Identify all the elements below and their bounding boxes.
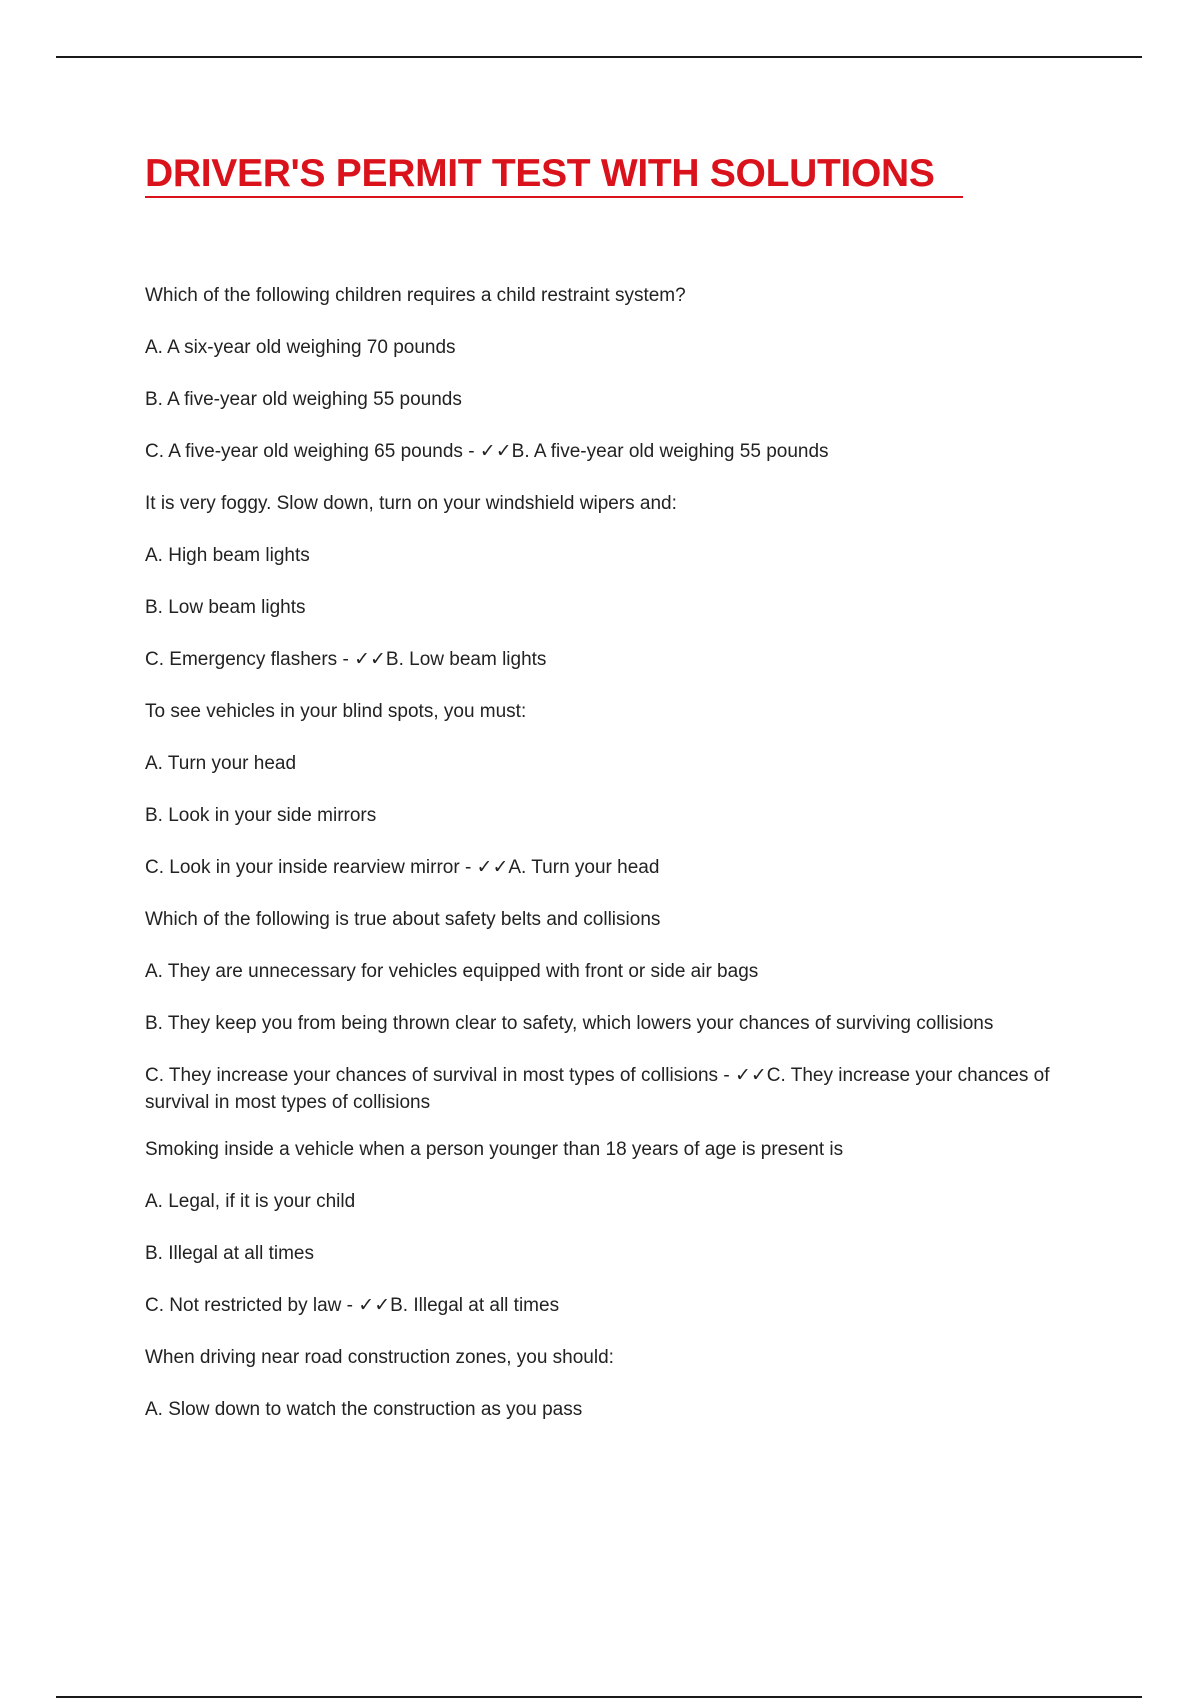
option-2a: A. High beam lights <box>145 545 310 566</box>
question-3: To see vehicles in your blind spots, you must: <box>145 701 527 722</box>
question-5: Smoking inside a vehicle when a person younger than 18 years of age is present is <box>145 1139 844 1160</box>
option-5a: A. Legal, if it is your child <box>145 1191 356 1212</box>
option-2c-answer: C. Emergency flashers - ✓✓B. Low beam lights <box>145 649 547 670</box>
option-1b: B. A five-year old weighing 55 pounds <box>145 389 462 410</box>
title-underline <box>145 196 963 198</box>
option-3a: A. Turn your head <box>145 753 297 774</box>
option-3c-answer: C. Look in your inside rearview mirror - ✓✓A. Turn your head <box>145 857 660 878</box>
document-body <box>145 282 1085 1448</box>
option-4a: A. They are unnecessary for vehicles equipped with front or side air bags <box>145 961 759 982</box>
option-1c-answer: C. A five-year old weighing 65 pounds - ✓✓B. A five-year old weighing 55 pounds <box>145 441 829 462</box>
option-5b: B. Illegal at all times <box>145 1243 314 1264</box>
option-4b: B. They keep you from being thrown clear to safety, which lowers your chances of surviving collisions <box>145 1013 994 1034</box>
option-6a: A. Slow down to watch the construction as you pass <box>145 1399 583 1420</box>
question-1: Which of the following children requires a child restraint system? <box>145 285 686 306</box>
question-4: Which of the following is true about safety belts and collisions <box>145 909 661 930</box>
option-1a: A. A six-year old weighing 70 pounds <box>145 337 456 358</box>
top-rule <box>56 56 1142 58</box>
option-3b: B. Look in your side mirrors <box>145 805 377 826</box>
question-2: It is very foggy. Slow down, turn on your windshield wipers and: <box>145 493 677 514</box>
option-5c-answer: C. Not restricted by law - ✓✓B. Illegal at all times <box>145 1295 560 1316</box>
option-4c-answer: C. They increase your chances of survival in most types of collisions - ✓✓C. They increase your chances of survival in most types of collisions <box>145 1065 1050 1113</box>
bottom-rule <box>56 1696 1142 1698</box>
document-title: DRIVER'S PERMIT TEST WITH SOLUTIONS <box>145 152 935 195</box>
option-2b: B. Low beam lights <box>145 597 306 618</box>
question-6: When driving near road construction zones, you should: <box>145 1347 614 1368</box>
